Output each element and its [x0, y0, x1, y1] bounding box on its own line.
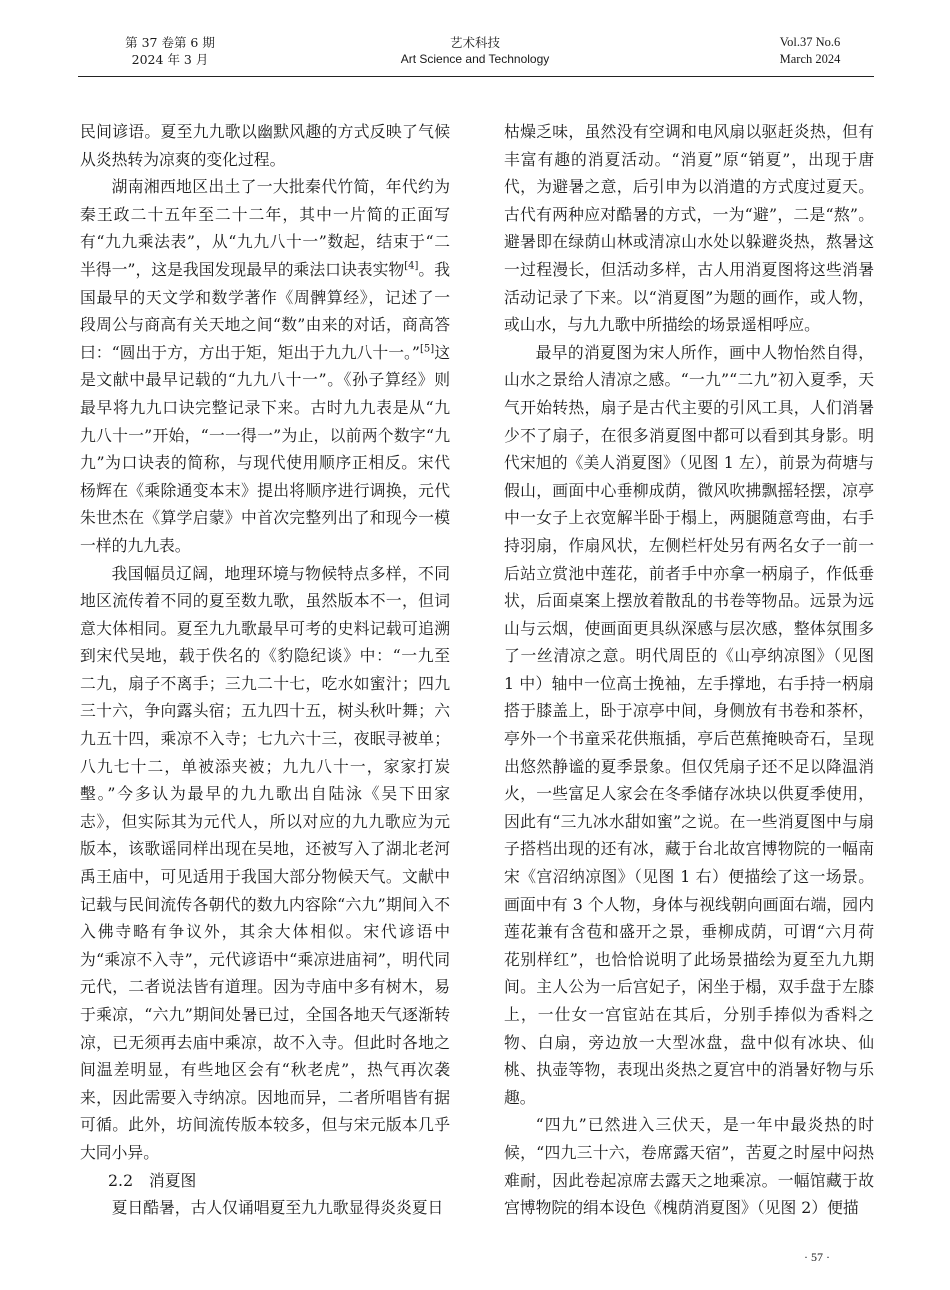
paragraph: [80, 173, 450, 559]
paragraph-text: 湖南湘西地区出土了一大批秦代竹简，年代约为秦王政二十五年至二十二年，其中一片简的正面写有“九九乘法表”，从“九九八十一”数起，结束于“二半得一”，这是我国发现最早的乘法口诀表实物: [80, 177, 450, 279]
right-column: [504, 118, 874, 1222]
volume-issue-en: Vol.37 No.6: [779, 35, 841, 49]
journal-issue-info-en: [750, 34, 870, 68]
page-header: [0, 34, 950, 76]
paragraph: 民间谚语。夏至九九歌以幽默风趣的方式反映了气候从炎热转为凉爽的变化过程。: [80, 122, 450, 169]
section-heading: 2.2 消夏图: [108, 1170, 197, 1190]
page-number: · 57 ·: [804, 1250, 830, 1264]
left-column: [80, 118, 450, 1222]
header-rule: [78, 76, 874, 77]
paragraph: 我国幅员辽阔，地理环境与物候特点多样，不同地区流传着不同的夏至数九歌，虽然版本不一，但词意大体相同。夏至九九歌最早可考的史料记载可追溯到宋代吴地，载于佚名的《豹隐纪谈》中：“一九至二九，扇子不离手；三九二十七，吃水如蜜汁；四九三十六，争向露头宿；五九四十五，树头秋叶舞；六九五十四，乘凉不入寺；七九六十三，夜眠寻被单；八九七十二，单被添夹被；九九八十一，家家打炭墼。”今多认为最早的九九歌出自陆泳《吴下田家志》，但实际其为元代人，所以对应的九九歌应为元版本，该歌谣同样出现在吴地，还被写入了湖北老河禹王庙中，可见适用于我国大部分物候天气。文献中记载与民间流传各朝代的数九内容除“六九”期间入不入佛寺略有争议外，其余大体相似。宋代谚语中为“乘凉不入寺”，元代谚语中“乘凉进庙祠”，明代同元代，二者说法皆有道理。因为寺庙中多有树木，易于乘凉，“六九”期间处暑已过，全国各地天气逐渐转凉，已无须再去庙中乘凉，故不入寺。但此时各地之间温差明显，有些地区会有“秋老虎”，热气再次袭来，因此需要入寺纳凉。因地而异，二者所唱皆有据可循。此外，坊间流传版本较多，但与宋元版本几乎大同小异。: [80, 563, 450, 1162]
citation-ref: [4]: [404, 260, 419, 272]
publication-date: 2024 年 3 月: [131, 52, 209, 67]
citation-ref: [5]: [420, 343, 435, 355]
paragraph: “四九”已然进入三伏天，是一年中最炎热的时候，“四九三十六，卷席露天宿”，苦夏之时屋中闷热难耐，因此卷起凉席去露天之地乘凉。一幅馆藏于故宫博物院的绢本设色《槐荫消夏图》（见图 2）便描: [504, 1115, 874, 1218]
journal-title-cn: 艺术科技: [449, 35, 500, 50]
paragraph-text: 。我国最早的天文学和数学著作《周髀算经》，记述了一段周公与商高有关天地之间“数”由来的对话，商高答曰：“圆出于方，方出于矩，矩出于九九八十一。”: [80, 259, 450, 362]
paragraph-text: 这是文献中最早记载的“九九八十一”。《孙子算经》则最早将九九口诀完整记录下来。古时九九表是从“九九八十一”开始，“一一得一”为止，以前两个数字“九九”为口诀表的简称，与现代使用顺序正相反。宋代杨辉在《乘除通变本末》提出将顺序进行调换，元代朱世杰在《算学启蒙》中首次完整列出了和现今一模一样的九九表。: [80, 342, 450, 555]
journal-title-en: Art Science and Technology: [400, 52, 550, 66]
journal-issue-info: [90, 34, 250, 68]
publication-date-en: March 2024: [779, 52, 841, 66]
journal-title: [375, 34, 575, 68]
volume-issue: 第 37 卷第 6 期: [125, 35, 215, 50]
paragraph: 枯燥乏味，虽然没有空调和电风扇以驱赶炎热，但有丰富有趣的消夏活动。“消夏”原“销夏”，出现于唐代，为避暑之意，后引申为以消遣的方式度过夏天。古代有两种应对酷暑的方式，一为“避”，二是“熬”。避暑即在绿荫山林或清凉山水处以躲避炎热，熬暑这一过程漫长，但活动多样，古人用消夏图将这些消暑活动记录了下来。以“消夏图”为题的画作，或人物，或山水，与九九歌中所描绘的场景遥相呼应。: [504, 122, 874, 335]
paragraph: 最早的消夏图为宋人所作，画中人物怡然自得，山水之景给人清凉之感。“一九”“二九”初入夏季，天气开始转热，扇子是古代主要的引风工具，人们消暑少不了扇子，在很多消夏图中都可以看到其身影。明代宋旭的《美人消夏图》（见图 1 左），前景为荷塘与假山，画面中心垂柳成荫，微风吹拂飘摇轻摆，凉亭中一女子上衣宽解半卧于榻上，两腿随意弯曲，右手持羽扇，作扇风状，左侧栏杆处另有两名女子一前一后站立赏池中莲花，前者手中亦拿一柄扇子，作低垂状，后面桌案上摆放着散乱的书卷等物品。远景为远山与云烟，使画面更具纵深感与层次感，整体氛围多了一丝清凉之意。明代周臣的《山亭纳凉图》（见图 1 中）轴中一位高士挽袖，左手撑地，右手持一柄扇搭于膝盖上，卧于凉亭中间，身侧放有书卷和茶杯，亭外一个书童采花供瓶插，亭后芭蕉掩映奇石，呈现出悠然静谧的夏季景象。但仅凭扇子还不足以降温消火，一些富足人家会在冬季储存冰块以供夏季使用，因此有“三九冰水甜如蜜”之说。在一些消夏图中与扇子搭档出现的还有冰，藏于台北故宫博物院的一幅南宋《宫沼纳凉图》（见图 1 右）便描绘了这一场景。画面中有 3 个人物，身体与视线朝向画面右端，园内莲花兼有含苞和盛开之景，垂柳成荫，可谓“六月荷花别样红”，也恰恰说明了此场景描绘为夏至九九期间。主人公为一后宫妃子，闲坐于榻，双手盘于左膝上，一仕女一宫宦站在其后，分别手捧似为香料之物、白扇，旁边放一大型冰盘，盘中似有冰块、仙桃、执壶等物，表现出炎热之夏宫中的消暑好物与乐趣。: [504, 342, 874, 1107]
paragraph: 夏日酷暑，古人仅诵唱夏至九九歌显得炎炎夏日: [111, 1198, 444, 1218]
